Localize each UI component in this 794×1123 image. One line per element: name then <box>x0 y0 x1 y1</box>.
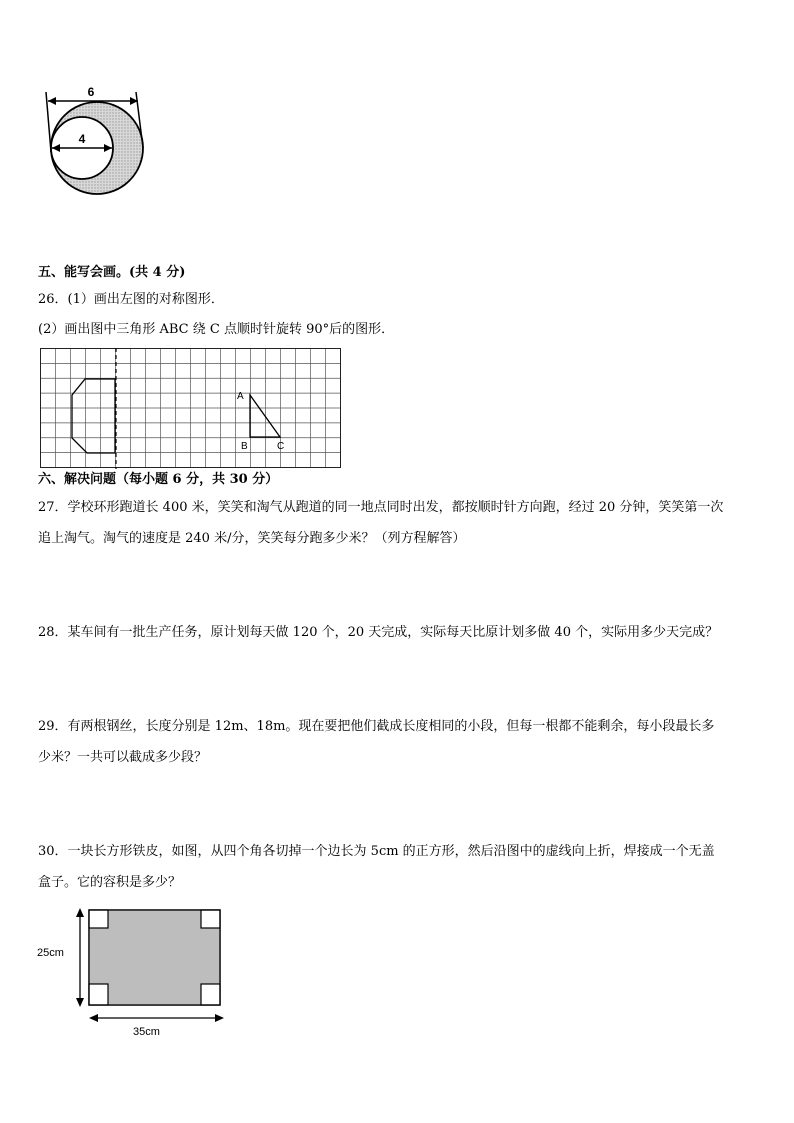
inner-diameter-label: 4 <box>78 132 86 146</box>
height-label: 25cm <box>37 947 64 959</box>
point-b-label: B <box>241 441 248 452</box>
outer-diameter-label: 6 <box>87 85 95 99</box>
corner-square <box>89 910 108 928</box>
half-shape <box>72 379 115 453</box>
corner-square <box>201 984 220 1005</box>
grid-figure <box>40 348 342 469</box>
q30-line1: 30．一块长方形铁皮，如图，从四个角各切掉一个边长为 5cm 的正方形，然后沿图中的虚线向上折，焊接成一个无盖 <box>38 844 715 859</box>
corner-square <box>89 984 108 1005</box>
q29-line2: 少米？一共可以截成多少段？ <box>38 750 208 765</box>
section5-heading: 五、能写会画。(共 4 分) <box>38 265 186 280</box>
q26-line1: 26．(1）画出左图的对称图形． <box>38 292 224 307</box>
q30-line2: 盒子。它的容积是多少？ <box>38 875 182 890</box>
triangle-abc <box>250 395 280 437</box>
point-c-label: C <box>277 441 285 452</box>
point-a-label: A <box>237 391 244 402</box>
section6-heading: 六、解决问题（每小题 6 分，共 30 分） <box>38 472 279 487</box>
box-net-figure <box>36 904 230 1038</box>
q26-line2: (2）画出图中三角形 ABC 绕 C 点顺时针旋转 90°后的图形． <box>38 322 395 337</box>
q29-line1: 29．有两根钢丝，长度分别是 12m、18m。现在要把他们截成长度相同的小段，但每一根都不能剩余，每小段最长多 <box>38 719 715 734</box>
box-base <box>89 910 220 1005</box>
circle-ring-figure <box>40 82 152 200</box>
q27-line1: 27．学校环形跑道长 400 米，笑笑和淘气从跑道的同一地点同时出发，都按顺时针方向跑，经过 20 分钟，笑笑第一次 <box>38 500 724 515</box>
q28-line1: 28．某车间有一批生产任务，原计划每天做 120 个，20 天完成，实际每天比原计划多做 40 个，实际用多少天完成？ <box>38 625 719 640</box>
corner-square <box>201 910 220 928</box>
q27-line2: 追上淘气。淘气的速度是 240 米/分，笑笑每分跑多少米？（列方程解答） <box>38 531 466 546</box>
width-label: 35cm <box>133 1026 160 1038</box>
